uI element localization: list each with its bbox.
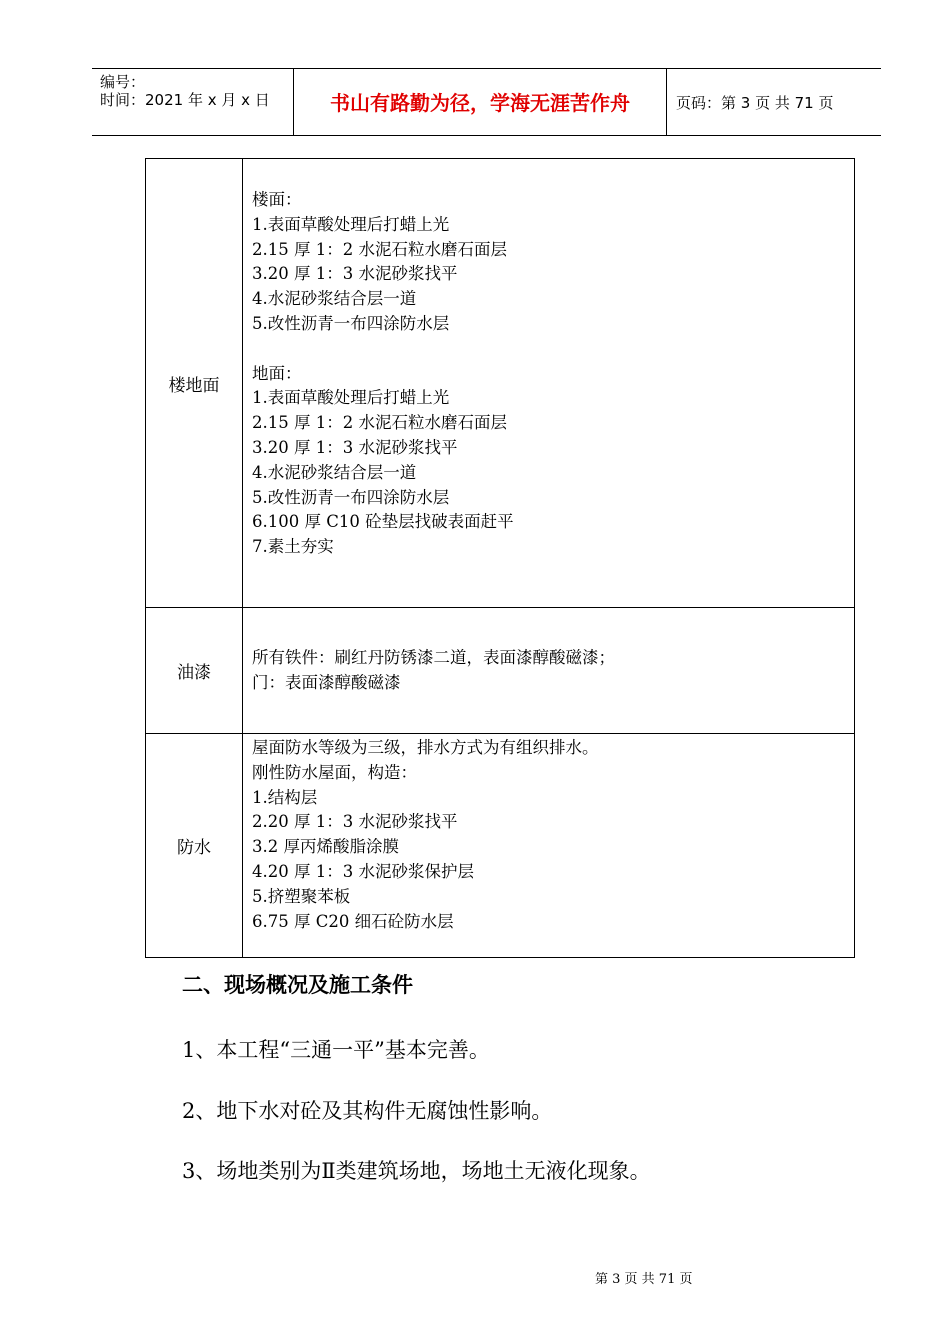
floor-line: 3.20 厚 1：3 水泥砂浆找平 bbox=[252, 437, 458, 457]
spec-table bbox=[145, 158, 855, 958]
floor-line: 6.100 厚 C10 砼垫层找破表面赶平 bbox=[252, 512, 514, 532]
floor-blank-line bbox=[252, 337, 854, 362]
floor-line: 3.20 厚 1：3 水泥砂浆找平 bbox=[252, 264, 458, 284]
waterproof-line: 2.20 厚 1：3 水泥砂浆找平 bbox=[252, 812, 458, 832]
header-divider-right bbox=[666, 68, 667, 136]
row-content-floor bbox=[243, 159, 855, 608]
table-row bbox=[146, 608, 855, 734]
waterproof-line: 4.20 厚 1：3 水泥砂浆保护层 bbox=[252, 861, 474, 881]
waterproof-line: 屋面防水等级为三级，排水方式为有组织排水。 bbox=[252, 738, 599, 757]
section-item: 2、地下水对砼及其构件无腐蚀性影响。 bbox=[182, 1099, 553, 1123]
floor-line: 5.改性沥青一布四涂防水层 bbox=[252, 487, 450, 507]
floor-line: 楼面： bbox=[252, 190, 302, 209]
section-item: 3、场地类别为Ⅱ类建筑场地，场地土无液化现象。 bbox=[182, 1159, 651, 1183]
row-label-floor: 楼地面 bbox=[146, 159, 243, 608]
floor-line: 1.表面草酸处理后打蜡上光 bbox=[252, 214, 450, 234]
section-title: 二、现场概况及施工条件 bbox=[182, 973, 413, 997]
floor-line: 4.水泥砂浆结合层一道 bbox=[252, 462, 417, 482]
floor-line: 4.水泥砂浆结合层一道 bbox=[252, 289, 417, 309]
row-label-waterproof: 防水 bbox=[146, 734, 243, 958]
floor-line: 2.15 厚 1：2 水泥石粒水磨石面层 bbox=[252, 239, 507, 259]
page-footer: 第 3 页 共 71 页 bbox=[595, 1272, 693, 1287]
row-content-paint bbox=[243, 608, 855, 734]
page-label: 页码：第 3 页 共 71 页 bbox=[676, 94, 834, 112]
serial-label: 编号： bbox=[100, 73, 146, 91]
floor-line: 7.素土夯实 bbox=[252, 537, 334, 557]
waterproof-line: 刚性防水屋面，构造： bbox=[252, 762, 417, 782]
waterproof-line: 1.结构层 bbox=[252, 787, 318, 807]
floor-line: 5.改性沥青一布四涂防水层 bbox=[252, 313, 450, 333]
section-item: 1、本工程“三通一平”基本完善。 bbox=[182, 1038, 490, 1062]
table-row bbox=[146, 734, 855, 958]
paint-line: 门：表面漆醇酸磁漆 bbox=[252, 672, 401, 692]
waterproof-line: 5.挤塑聚苯板 bbox=[252, 886, 351, 906]
header-motto: 书山有路勤为径，学海无涯苦作舟 bbox=[330, 91, 630, 115]
floor-line: 2.15 厚 1：2 水泥石粒水磨石面层 bbox=[252, 413, 507, 433]
time-label: 时间：2021 年 x 月 x 日 bbox=[100, 91, 270, 109]
floor-line: 地面： bbox=[252, 363, 302, 383]
table-row bbox=[146, 159, 855, 608]
waterproof-line: 6.75 厚 C20 细石砼防水层 bbox=[252, 911, 454, 931]
row-content-waterproof bbox=[243, 734, 855, 958]
waterproof-line: 3.2 厚丙烯酸脂涂膜 bbox=[252, 837, 399, 857]
floor-line: 1.表面草酸处理后打蜡上光 bbox=[252, 388, 450, 408]
header-top-rule bbox=[92, 68, 881, 69]
header-bottom-rule bbox=[92, 135, 881, 136]
paint-line: 所有铁件：刷红丹防锈漆二道，表面漆醇酸磁漆； bbox=[252, 647, 615, 667]
row-label-paint: 油漆 bbox=[146, 608, 243, 734]
